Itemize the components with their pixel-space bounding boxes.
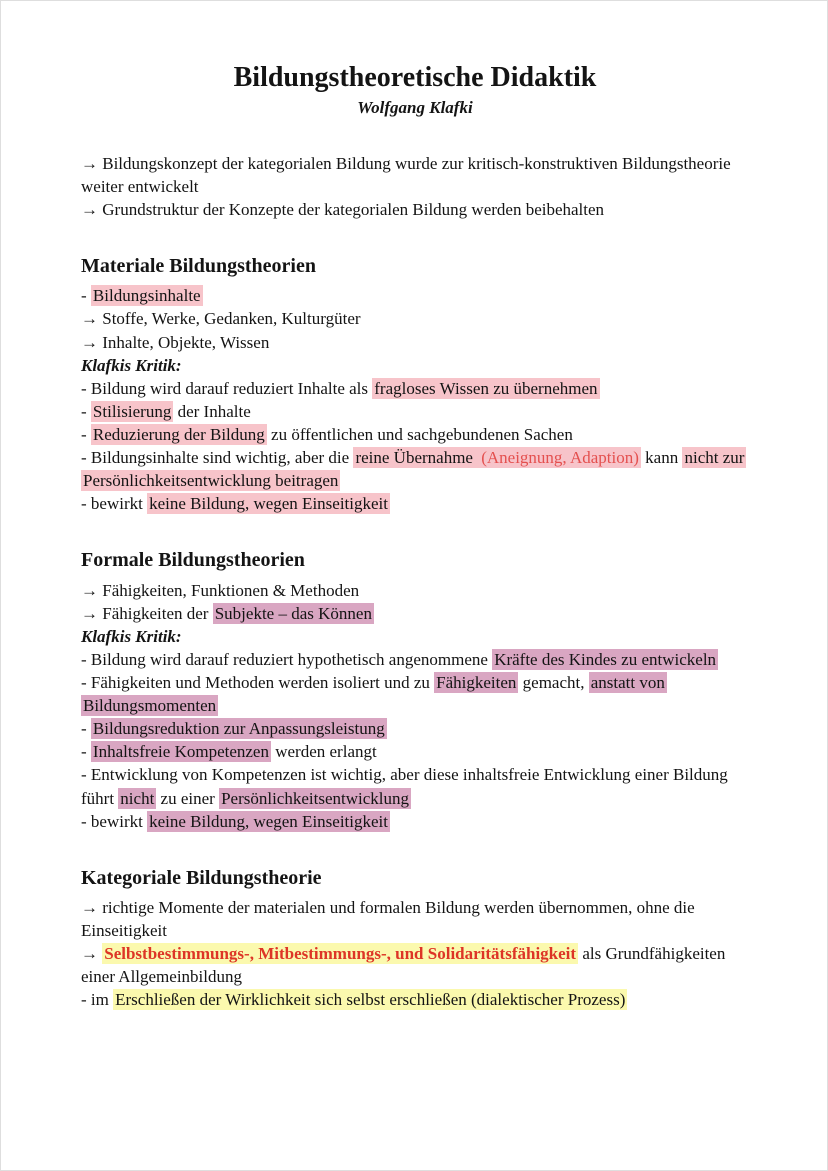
highlighted-text: Bildungsreduktion zur Anpassungsleistung — [92, 719, 385, 739]
highlighted-text: Kräfte des Kindes zu entwickeln — [494, 649, 717, 669]
text-segment: → Bildungskonzept der kategorialen Bildung wurde zur kritisch-konstruktiven Bildungstheorie weiter entwickelt — [81, 153, 731, 196]
text-segment: zu öffentlichen und sachgebundenen Sachen — [266, 424, 573, 444]
text-segment: - — [81, 742, 91, 762]
text-line — [81, 307, 749, 330]
text-line — [81, 400, 749, 423]
text-segment: - Bildungsinhalte sind wichtig, aber die — [81, 448, 354, 468]
highlighted-text: nicht — [120, 788, 155, 808]
text-line — [81, 579, 749, 602]
document-subtitle: Wolfgang Klafki — [357, 97, 473, 117]
text-line — [81, 648, 749, 671]
highlighted-text: Klafkis Kritik: — [81, 626, 182, 646]
text-segment: kann — [640, 448, 683, 468]
text-line — [81, 717, 749, 740]
highlighted-text: Stilisierung — [92, 401, 172, 421]
text-segment: - — [81, 401, 91, 421]
highlighted-text: Fähigkeiten — [436, 673, 517, 693]
text-line — [81, 284, 749, 307]
highlighted-text: anstatt von Bildungsmomenten — [83, 673, 665, 716]
highlighted-text: Bildungsinhalte — [92, 286, 201, 306]
highlighted-text: reine Übernahme — [355, 448, 478, 468]
highlighted-text: nicht zur Persönlichkeitsentwicklung beitragen — [83, 448, 745, 491]
text-segment: → Stoffe, Werke, Gedanken, Kulturgüter — [81, 309, 361, 329]
highlighted-text: keine Bildung, wegen Einseitigkeit — [149, 811, 388, 831]
text-segment: werden erlangt — [270, 742, 377, 762]
text-segment: - Entwicklung von Kompetenzen ist wichtig, aber diese inhaltsfreie Entwicklung einer Bildung führt — [81, 765, 728, 808]
text-segment: → Fähigkeiten der — [81, 603, 213, 623]
text-line — [81, 625, 749, 648]
intro-line-1 — [81, 152, 749, 198]
text-segment: - Bildung wird darauf reduziert Inhalte als — [81, 378, 373, 398]
text-segment: - Bildung wird darauf reduziert hypothetisch angenommene — [81, 649, 493, 669]
text-segment: als Grundfähigkeiten einer Allgemeinbildung — [81, 944, 726, 987]
text-line — [81, 446, 749, 492]
text-line — [81, 896, 749, 942]
text-segment: → richtige Momente der materialen und formalen Bildung werden übernommen, ohne die Einseitigkeit — [81, 897, 695, 941]
text-segment: - im — [81, 990, 114, 1010]
section-heading: Formale Bildungstheorien — [81, 549, 305, 572]
text-segment: - — [81, 424, 91, 444]
text-line — [81, 377, 749, 400]
text-segment: → Fähigkeiten, Funktionen & Methoden — [81, 580, 360, 600]
highlighted-text: (Aneignung, Adaption) — [481, 448, 639, 468]
highlighted-text: keine Bildung, wegen Einseitigkeit — [149, 494, 388, 514]
text-line — [81, 354, 749, 377]
highlighted-text: fragloses Wissen zu übernehmen — [374, 378, 598, 398]
text-line — [81, 671, 749, 717]
text-segment: → — [81, 944, 103, 964]
intro-line-2 — [81, 198, 749, 221]
highlighted-text: Klafkis Kritik: — [81, 355, 182, 375]
text-line — [81, 492, 749, 515]
highlighted-text: Subjekte – das Können — [214, 603, 372, 623]
section-heading: Materiale Bildungstheorien — [81, 255, 316, 278]
highlighted-text: Inhaltsfreie Kompetenzen — [92, 742, 269, 762]
highlighted-text: Persönlichkeitsentwicklung — [221, 788, 409, 808]
text-segment: zu einer — [156, 788, 220, 808]
text-segment: - bewirkt — [81, 811, 148, 831]
highlighted-text: Erschließen der Wirklichkeit sich selbst erschließen (dialektischer Prozess) — [115, 990, 626, 1010]
highlighted-text: Reduzierung der Bildung — [92, 424, 265, 444]
text-line — [81, 988, 749, 1011]
text-segment: - bewirkt — [81, 494, 148, 514]
text-line — [81, 740, 749, 763]
text-segment: gemacht, — [518, 673, 589, 693]
document-title: Bildungstheoretische Didaktik — [233, 62, 597, 93]
text-line — [81, 942, 749, 988]
highlighted-text: Selbstbestimmungs-, Mitbestimmungs-, und Solidaritätsfähigkeit — [104, 944, 577, 964]
text-line — [81, 763, 749, 809]
text-line — [81, 331, 749, 354]
text-segment: der Inhalte — [173, 401, 251, 421]
text-line — [81, 810, 749, 833]
section-heading: Kategoriale Bildungstheorie — [81, 866, 322, 889]
document-content — [81, 152, 749, 1012]
text-segment: - — [81, 286, 91, 306]
text-segment: → Grundstruktur der Konzepte der kategorialen Bildung werden beibehalten — [81, 200, 605, 220]
text-segment: - — [81, 719, 91, 739]
text-segment: - Fähigkeiten und Methoden werden isoliert und zu — [81, 673, 435, 693]
text-segment: → Inhalte, Objekte, Wissen — [81, 332, 270, 352]
text-line — [81, 602, 749, 625]
text-line — [81, 423, 749, 446]
